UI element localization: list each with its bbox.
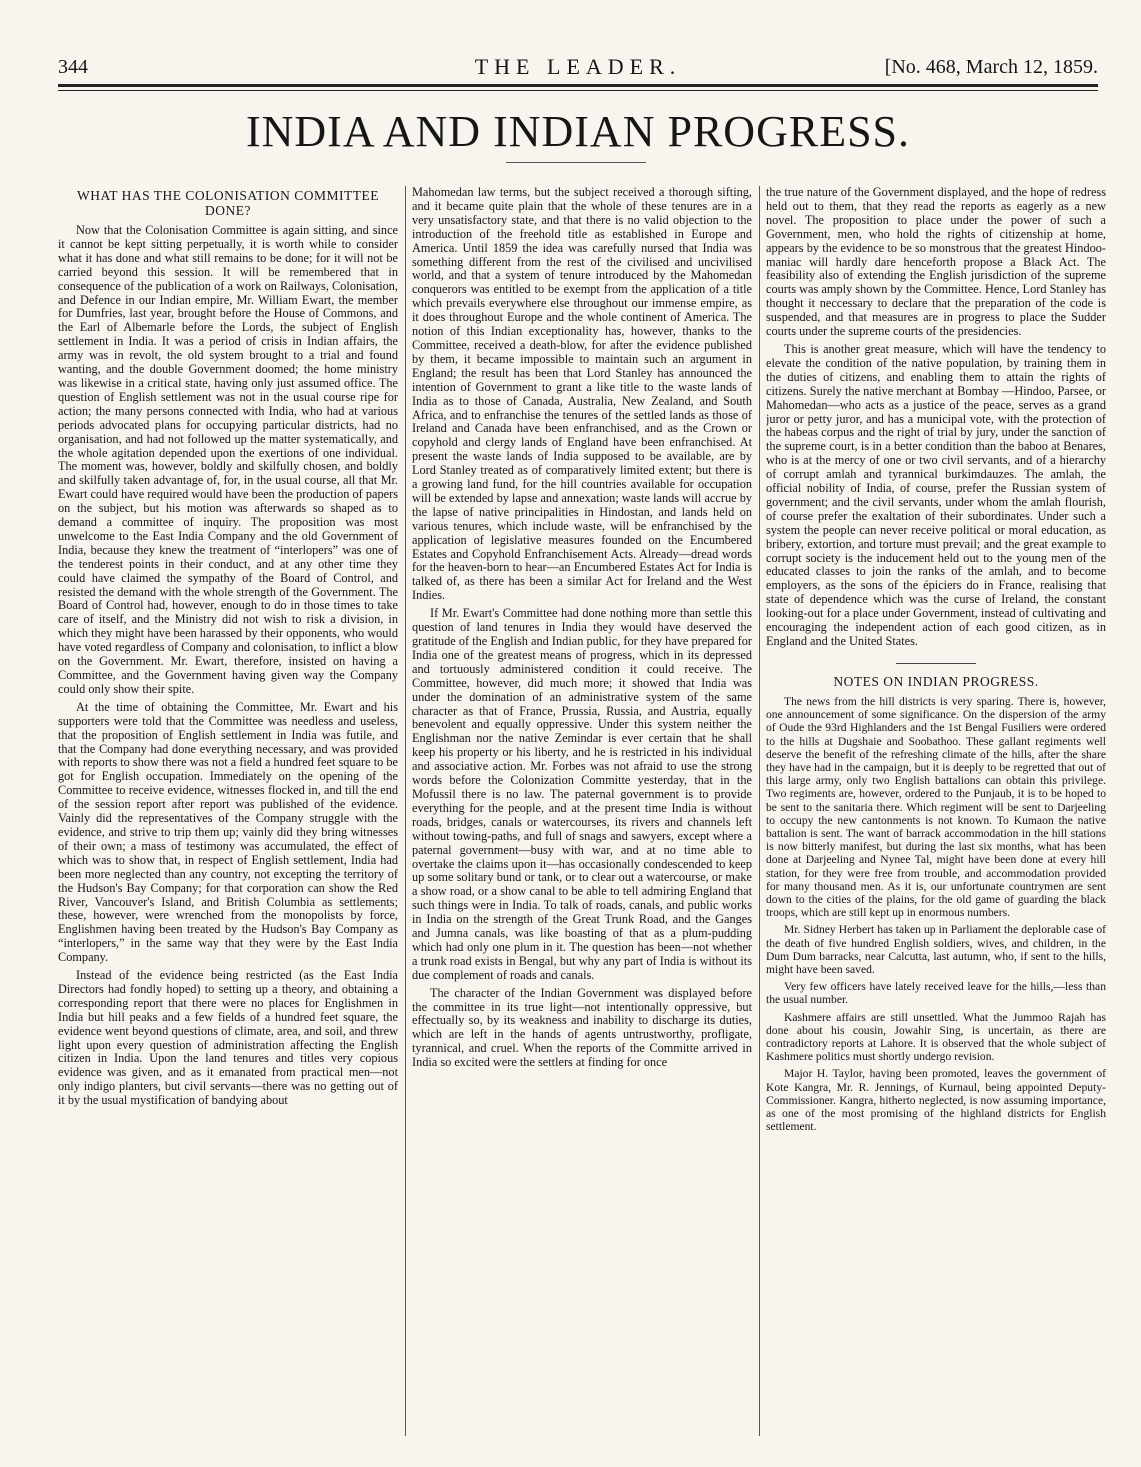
column-1 [58, 186, 398, 1448]
article-separator [896, 663, 976, 664]
page-number: 344 [58, 56, 88, 78]
notes-paragraph: Mr. Sidney Herbert has taken up in Parliament the deplorable case of the death of five hundred English soldiers, wives, and children, in the Dum Dum barracks, near Calcutta, last autumn, who, if sent to the hills, might have been saved. [766, 923, 1106, 976]
section-title: INDIA AND INDIAN PROGRESS. [245, 107, 911, 156]
article-headline: WHAT HAS THE COLONISATION COMMITTEE DONE? [77, 188, 379, 218]
article-paragraph: The character of the Indian Government was displayed before the committee in its true light—not intentionally oppressive, but effectually so, by its weakness and inability to discharge its duties, which are left in the hands of agents untrustworthy, profligate, tyrannical, and cruel. When the reports of the Committe arrived in India so excited were the settlers at finding for once [412, 985, 752, 1070]
title-rule [506, 162, 646, 163]
header-rule-thin [58, 90, 1098, 91]
article-paragraph: Now that the Colonisation Committee is again sitting, and since it cannot be kept sitting perpetually, it is worth while to consider what it has done and what still remains to be done; for it will not be carried beyond this session. It will be remembered that in consequence of the publication of a work on Railways, Colonisation, and Defence in our Indian empire, Mr. William Ewart, the member for Dumfries, last year, brought before the House of Commons, and the Earl of Albemarle before the Lords, the subject of English settlement in India. It was a period of crisis in Indian affairs, the army was in revolt, the old system brought to a trial and found wanting, and the double Government doomed; the home ministry was likewise in a critical state, having only just assumed office. The question of English settlement was not in the usual course ripe for action; the many persons connected with India, who had at various periods advocated plans for occupying particular districts, had no organisation, and had not followed up the matter systematically, and the whole agitation depended upon the exertions of one individual. The moment was, however, boldly and skilfully chosen, and boldly and skilfully taken advantage of, for, in the usual course, all that Mr. Ewart could have required would have been the production of papers on the subject, but his motion was afterwards so shaped as to demand a committee of inquiry. The proposition was most unwelcome to the East India Company and the old Government of India, because they knew the treatment of “interlopers” was one of the tenderest points in their conduct, and at any other time they could have claimed the sympathy of the Board of Control, and resisted the demand with the whole strength of the Government. The Board of Control had, however, enough to do in those times to take care of itself, and the Ministry did not wish to risk a division, in which they might have been harassed by their opponents, who would have voted regardless of Company and colonisation, to inflict a blow on the Government. Mr. Ewart, therefore, insisted on having a Committee, and the Government having given way the Company could only show their spite. [58, 223, 398, 696]
notes-paragraph: The news from the hill districts is very sparing. There is, however, one announcement of some significance. On the dispersion of the army of Oude the 93rd Highlanders and the 1st Bengal Fusiliers were ordered to the hills at Dugshaie and Soobathoo. These gallant regiments well deserve the benefit of the refreshing climate of the hills, after the share they have had in the campaign, but it is deeply to be regretted that out of this large army, only two English battalions can obtain this privilege. Two regiments are, however, ordered to the Punjaub, it is to be hoped to be sent to the sanitaria there. Which regiment will be sent to Darjeeling to occupy the new cantonments is not known. To Kumaon the native battalion is sent. The want of barrack accommodation in the hill stations is now bitterly manifest, but during the last six months, what has been done at Darjeeling and Nynee Tal, might have been done at every hill station, for they were free from trouble, and accommodation provided for many thousand men. As it is, our unfortunate countrymen are sent down to the cities of the plains, for the old game of guarding the black troops, which are still kept up in enormous numbers. [766, 694, 1106, 920]
column-divider [405, 186, 406, 1436]
article-paragraph: If Mr. Ewart's Committee had done nothing more than settle this question of land tenures in India they would have deserved the gratitude of the English and Indian public, for they have prepared for India one of the greatest means of progress, which in its depressed and tortuously administered condition it could receive. The Committee, however, did much more; it showed that India was under the domination of an administrative system of the same character as that of France, Prussia, Russia, and Austria, equally benevolent and equally oppressive. Under this system neither the Englishman nor the native Zemindar is ever certain that he shall keep his property or his liberty, and he is restricted in his individual and associative action. Mr. Forbes was not afraid to use the strong words before the Colonization Committe yesterday, that in the Mofussil there is no law. The paternal government is to provide everything for the people, and at the present time India is without roads, bridges, canals or watercourses, its rivers and channels left without towing-paths, and full of snags and sawyers, except where a paternal government—busy with war, and at no time able to overtake the claims upon it—has occasionally condescended to keep up some solitary bund or tank, or to clear out a watercourse, or make a show road, or a show canal to be able to tell admiring England that such things were in India. To talk of roads, canals, and public works in India on the strength of the Great Trunk Road, and the Ganges and Jumna canals, was like boasting of that as a plum-pudding which had only one plum in it. The question has been—not whether a trunk road exists in Bengal, but why any part of India is without its due complement of roads and canals. [412, 606, 752, 982]
article-paragraph: Instead of the evidence being restricted (as the East India Directors had fondly hoped) to setting up a theory, and obtaining a corresponding report that there were no places for Englishmen in India but hill peaks and a few fields of a hundred feet square, the evidence went beyond questions of climate, area, and soil, and threw light upon every question of administration affecting the English citizen in India. Upon the land tenures and titles very copious evidence was given, and as it emanated from practical men—not only indigo planters, but civil servants—there was no getting out of it by the usual mystification of bandying about [58, 968, 398, 1108]
header-rule-thick [58, 84, 1098, 87]
article-paragraph: Mahomedan law terms, but the subject received a thorough sifting, and it became quite plain that the whole of these tenures are in a very unsatisfactory state, and that there is no valid objection to the introduction of the freehold title as established in Europe and America. Until 1859 the idea was carefully nursed that India was something different from the rest of the civilised and uncivilised world, and that a system of tenure introduced by the Mahomedan conquerors was entitled to be exempt from the application of a title which prevails everywhere else throughout our immense empire, as it does throughout Europe and the whole continent of America. The notion of this Indian exceptionality has, however, thanks to the Committee, received a death-blow, for after the evidence published by them, it became impossible to maintain such an argument in England; the result has been that Lord Stanley has announced the intention of Government to grant a like title to the waste lands of India as to those of Canada, Australia, New Zealand, and South Africa, and to enfranchise the tenures of the settled lands as those of Ireland and Canada have been enfranchised, and as the Crown or copyhold and clergy lands of England have been enfranchised. At present the waste lands of India supposed to be available, are by Lord Stanley treated as of comparatively limited extent; but there is a growing land fund, for the hill countries available for occupation will be extended by lapse and annexation; waste lands will accrue by the lapse of native principalities in Hindostan, and lands held on various tenures, which include waste, will be enfranchised by the application of legislative measures founded on the Encumbered Estates and Copyhold Enfranchisement Acts. Already—dread words for the heaven-born to hear—an Encumbered Estates Act for India is talked of, as there has been a similar Act for Ireland and the West Indies. [412, 186, 752, 603]
article-paragraph: This is another great measure, which will have the tendency to elevate the condition of the native population, by training them in the duties of citizens, and enabling them to attain the rights of citizens. Surely the native merchant at Bombay —Hindoo, Parsee, or Mahomedan—who acts as a justice of the peace, serves as a grand juror or petty juror, and has a municipal vote, with the protection of the habeas corpus and the right of trial by jury, under the sanction of the supreme court, is in a better condition than the baboo at Benares, who is at the mercy of one or two civil servants, and of a hierarchy of corrupt amlah and tyrannical burkimdauzes. The amlah, the official nobility of India, of course, prefer the Russian system of government; and the civil servants, under whom the amlah flourish, of course prefer the exaltation of their subordinates. Under such a system the people can never receive political or moral education, as bribery, extortion, and torture must prevail; and the great example to corrupt society is the inducement held out to the young men of the educated classes to join the ranks of the amlah, and to become employers, as the sons of the épiciers do in France, realising that state of dependence which was the curse of Ireland, the constant looking-out for a place under Government, instead of cultivating and encouraging the independent action of each good citizen, as in England and the United States. [766, 341, 1106, 648]
column-3 [766, 186, 1106, 1448]
running-head [58, 52, 1098, 86]
notes-paragraph: Kashmere affairs are still unsettled. What the Jummoo Rajah has done about his cousin, Jowahir Sing, is uncertain, as there are contradictory reports at Lahore. It is observed that the whole subject of Kashmere politics must shortly undergo revision. [766, 1010, 1106, 1064]
article-paragraph: the true nature of the Government displayed, and the hope of redress held out to them, that they read the reports as eagerly as a new novel. The proposition to place under the power of such a Government, men, who hold the rights of citizenship at home, appears by the evidence to be so monstrous that the greatest Hindoo-maniac will hardly dare henceforth propose a Black Act. The feasibility also of extending the English jurisdiction of the supreme courts was amply shown by the Committee. Hence, Lord Stanley has thought it neccessary to declare that the preparation of the code is suspended, and that measures are in progress to place the Sudder courts under the supreme courts of the presidencies. [766, 186, 1106, 339]
paper-title: THE LEADER. [474, 54, 682, 79]
issue-info: [No. 468, March 12, 1859. [884, 56, 1098, 78]
column-divider [759, 186, 760, 1436]
notes-paragraph: Very few officers have lately received leave for the hills,—less than the usual number. [766, 980, 1106, 1007]
notes-headline: NOTES ON INDIAN PROGRESS. [833, 673, 1039, 689]
notes-section [766, 674, 1106, 1134]
notes-paragraph: Major H. Taylor, having been promoted, leaves the government of Kote Kangra, Mr. R. Jennings, of Kurnaul, being appointed Deputy-Commissioner. Kangra, hitherto neglected, is now assuming importance, as one of the most promising of the highland districts for English settlement. [766, 1067, 1106, 1134]
column-2 [412, 186, 752, 1448]
article-paragraph: At the time of obtaining the Committee, Mr. Ewart and his supporters were told that the Committee was needless and useless, that the proposition of English settlement in India was futile, and that the Company had done everything necessary, and was provided with reports to show there was not a field a hundred feet square to be got for English occupation. Immediately on the opening of the Committee to receive evidence, witnesses flocked in, and till the end of the session report after report was published of the evidence. Vainly did the representatives of the Company struggle with the evidence, and strive to trip them up; vainly did they bring witnesses of their own; a mass of testimony was accumulated, the effect of which was to show that, in respect of English settlement, India had been more neglected than any country, not excepting the territory of the Hudson's Bay Company; for that corporation can show the Red River, Vancouver's Island, and British Columbia as settlements; these, however, were wrenched from the monopolists by force, Englishmen having been treated by the Hudson's Bay Company as “interlopers,” in the same way that they were by the East India Company. [58, 699, 398, 965]
